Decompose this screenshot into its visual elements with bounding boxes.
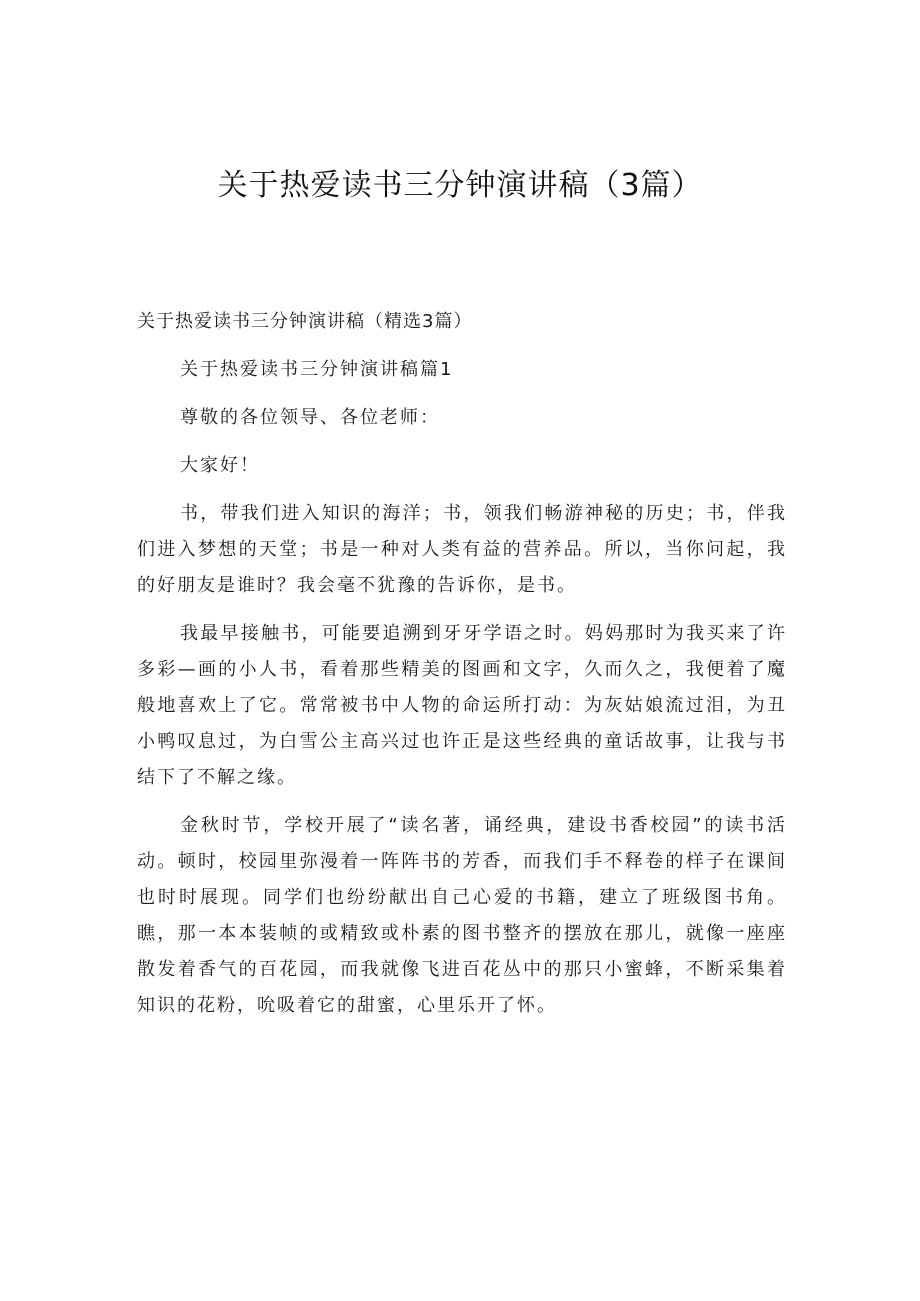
paragraph: 书，带我们进入知识的海洋；书，领我们畅游神秘的历史；书，伴我们进入梦想的天堂；书是一种对人类有益的营养品。所以，当你问起，我的好朋友是谁时？我会毫不犹豫的告诉你，是书。 [137,503,787,596]
document-body [137,304,787,1036]
section-heading: 关于热爱读书三分钟演讲稿篇1 [180,359,454,380]
document-subtitle: 关于热爱读书三分钟演讲稿（精选3篇） [137,311,473,332]
document-title: 关于热爱读书三分钟演讲稿（3篇） [217,168,703,203]
paragraph: 金秋时节，学校开展了“读名著，诵经典，建设书香校园”的读书活动。顿时，校园里弥漫着一阵阵书的芳香，而我们手不释卷的样子在课间也时时展现。同学们也纷纷献出自己心爱的书籍，建立了班级图书角。瞧，那一本本装帧的或精致或朴素的图书整齐的摆放在那儿，就像一座座散发着香气的百花园，而我就像飞进百花丛中的那只小蜜蜂，不断采集着知识的花粉，吮吸着它的甜蜜，心里乐开了怀。 [137,815,787,1016]
salutation: 尊敬的各位领导、各位老师： [180,407,440,428]
paragraph: 我最早接触书，可能要追溯到牙牙学语之时。妈妈那时为我买来了许多彩—画的小人书，看着那些精美的图画和文字，久而久之，我便着了魔般地喜欢上了它。常常被书中人物的命运所打动：为灰姑娘流过泪，为丑小鸭叹息过，为白雪公主高兴过也许正是这些经典的童话故事，让我与书结下了不解之缘。 [137,623,787,788]
greeting: 大家好！ [180,455,260,476]
